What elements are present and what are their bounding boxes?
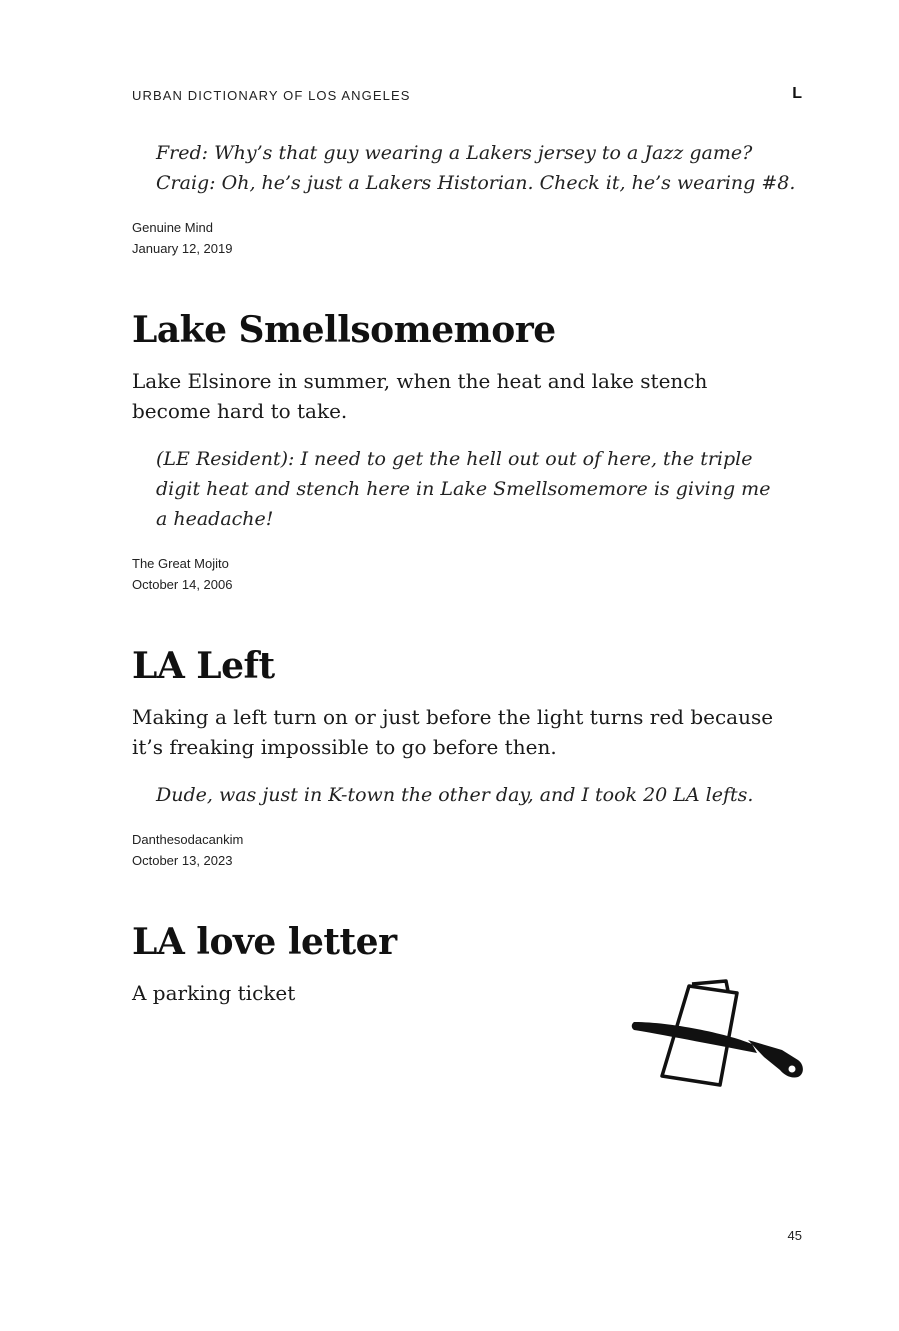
entry-term: LA Left <box>132 645 275 687</box>
running-title: URBAN DICTIONARY OF LOS ANGELES <box>132 88 411 103</box>
entry-term: LA love letter <box>132 921 397 963</box>
parking-ticket-on-wiper-icon <box>630 978 806 1090</box>
entry-date: January 12, 2019 <box>132 241 233 256</box>
entry-date: October 14, 2006 <box>132 577 233 592</box>
entry-author: The Great Mojito <box>132 556 229 571</box>
entry-date: October 13, 2023 <box>132 853 233 868</box>
previous-entry-byline <box>132 217 232 259</box>
entry-example <box>156 444 781 534</box>
section-letter: L <box>792 85 802 102</box>
entry-term: Lake Smellsomemore <box>132 309 556 351</box>
example-line: Fred: Why’s that guy wearing a Lakers jersey to a Jazz game? <box>156 142 753 164</box>
page-number: 45 <box>787 1228 802 1243</box>
example-line: Dude, was just in K-town the other day, and I took 20 LA lefts. <box>156 784 754 806</box>
entry-byline <box>132 553 232 595</box>
entry-definition: A parking ticket <box>132 981 296 1005</box>
entry-definition: Making a left turn on or just before the light turns red because it’s freaking impossible to go before then. <box>132 705 774 759</box>
entry-author: Danthesodacankim <box>132 832 244 847</box>
entry-author: Genuine Mind <box>132 220 213 235</box>
entry-byline <box>132 829 243 871</box>
entry-example <box>156 780 796 810</box>
previous-entry-example <box>156 138 796 198</box>
running-head <box>132 85 802 106</box>
example-line: (LE Resident): I need to get the hell out out of here, the triple digit heat and stench here in Lake Smellsomemore is giving me a headache! <box>156 448 771 530</box>
example-line: Craig: Oh, he’s just a Lakers Historian. Check it, he’s wearing #8. <box>156 172 796 194</box>
entry-definition: Lake Elsinore in summer, when the heat and lake stench become hard to take. <box>132 369 708 423</box>
